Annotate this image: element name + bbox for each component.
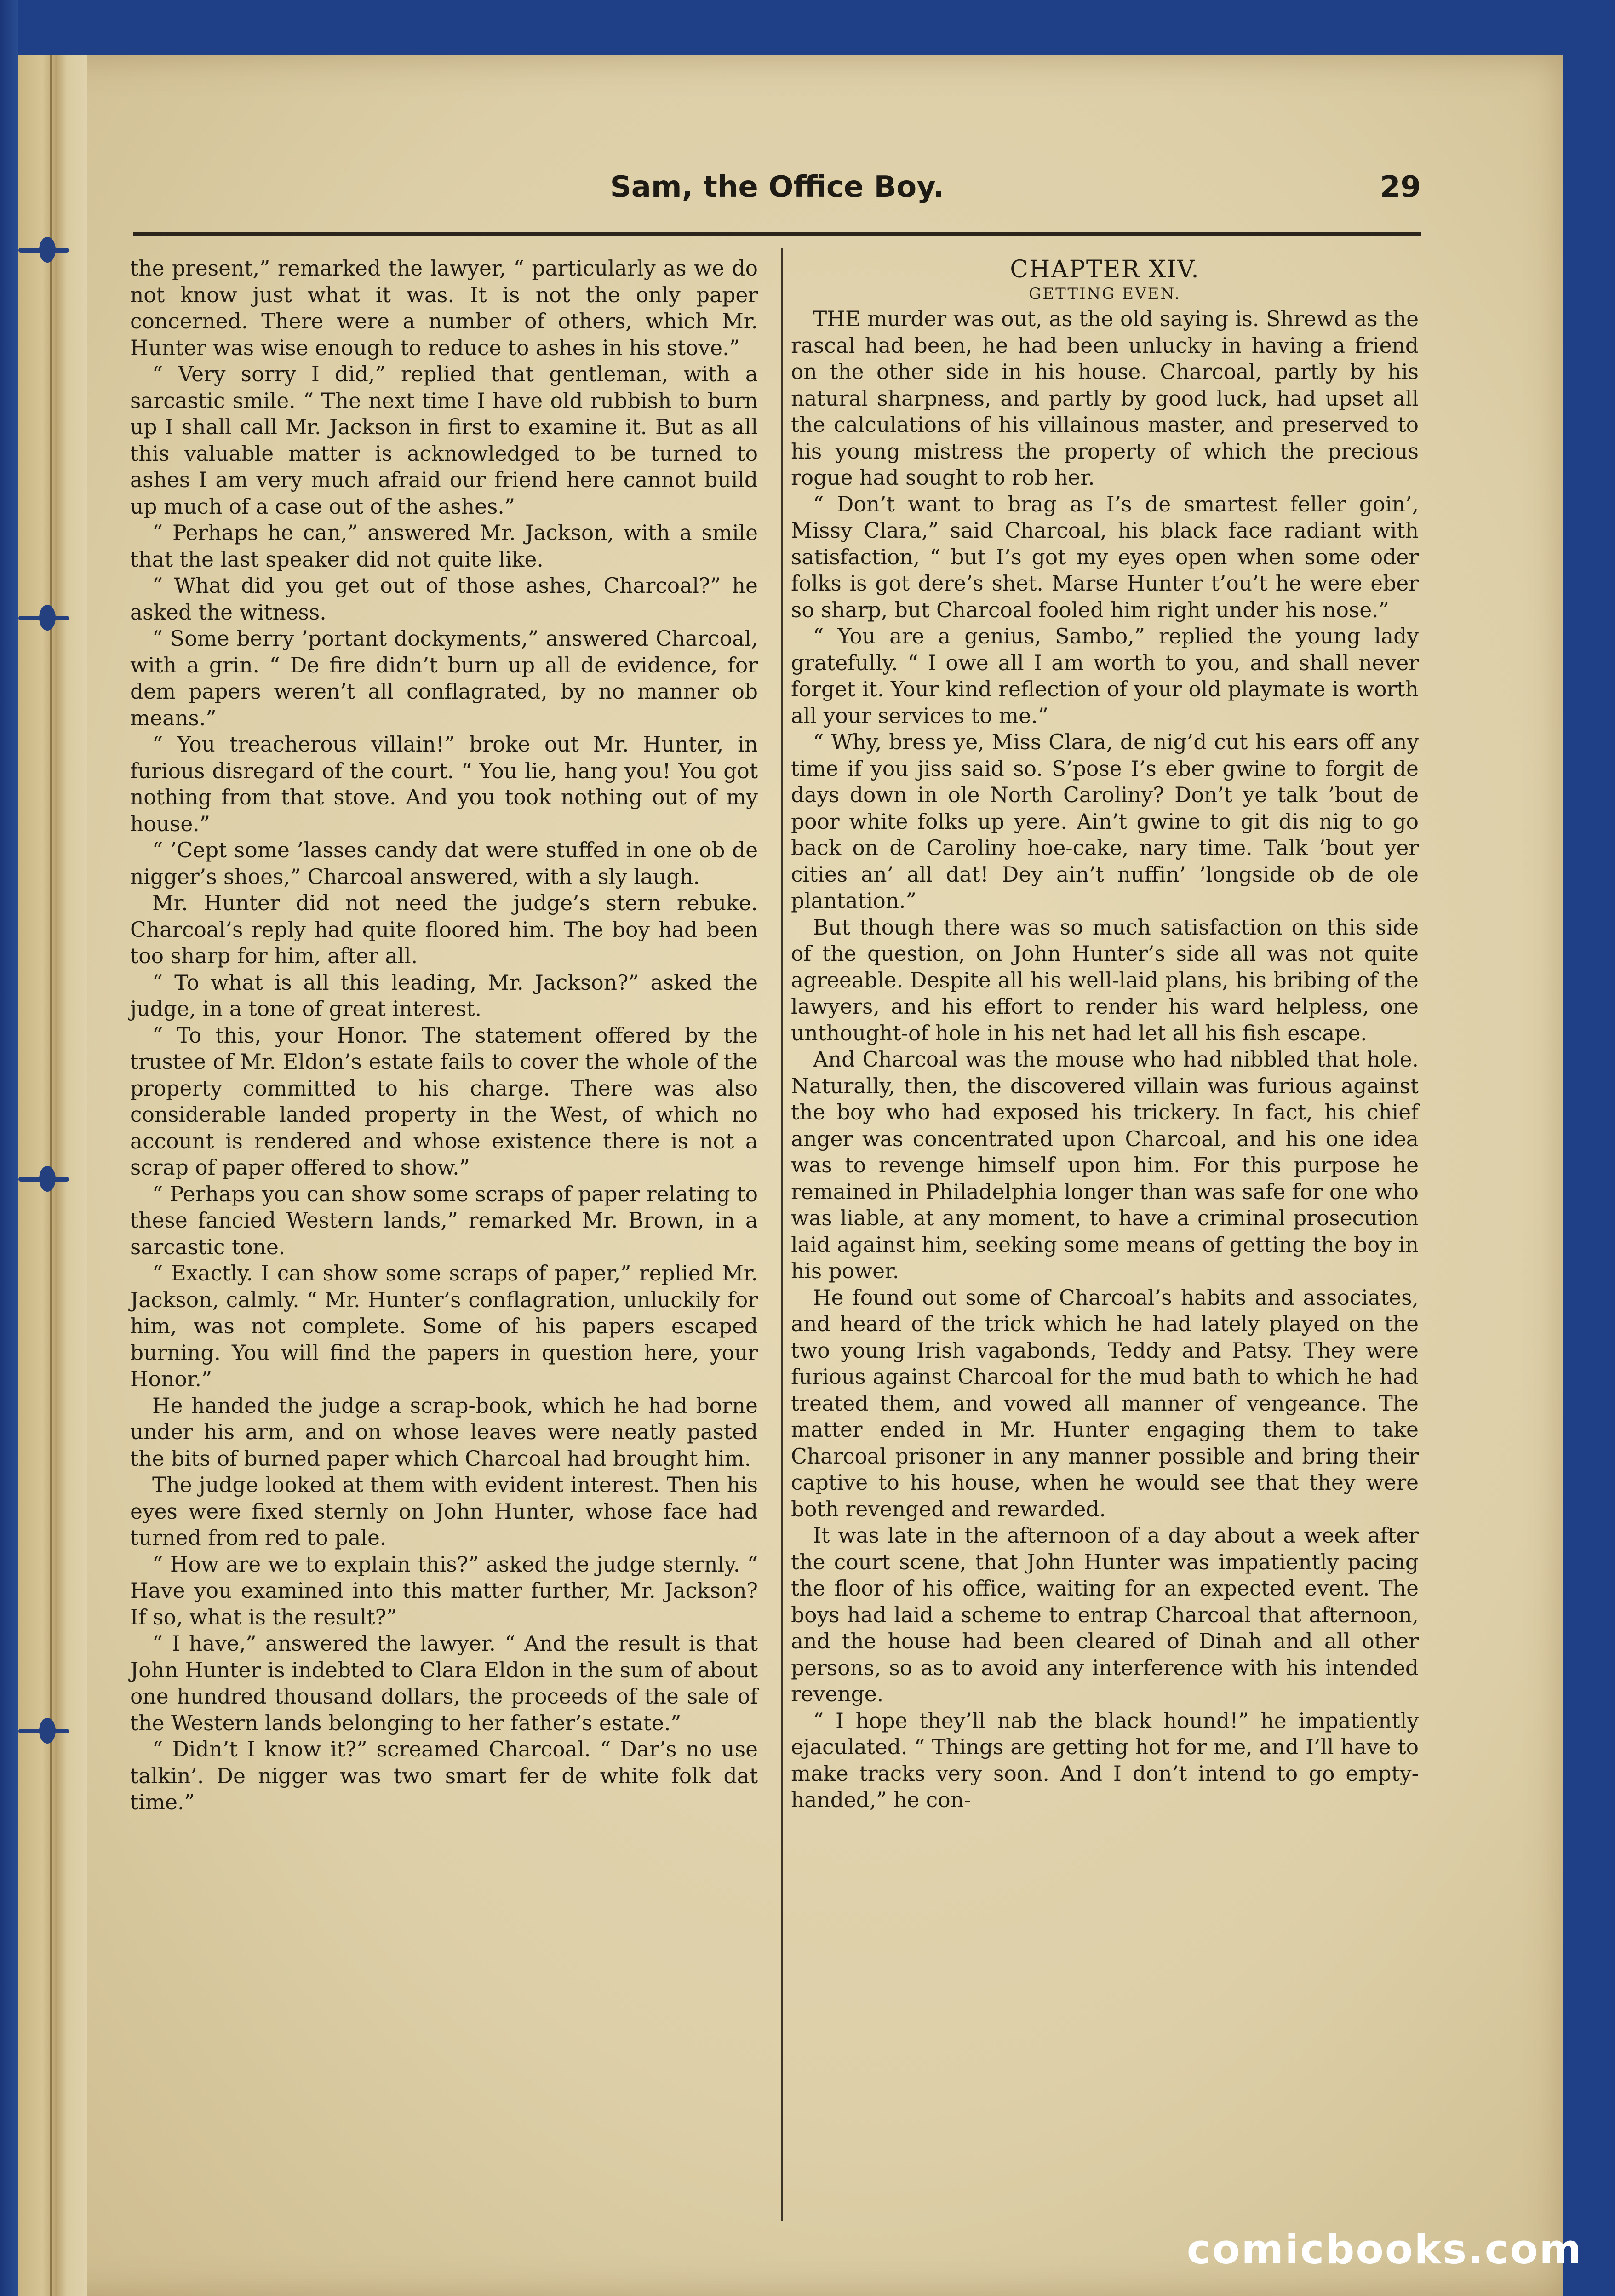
paragraph: He handed the judge a scrap-book, which he had borne under his arm, and on whose leaves were neatly pasted the bits of burned paper which Charcoal had brought him. bbox=[130, 1393, 758, 1471]
paragraph: “ Don’t want to brag as I’s de smartest feller goin’, Missy Clara,” said Charcoal, his black face radiant with satisfaction, “ but I’s got my eyes open when some oder folks is got dere’s shet. Marse Hunter t’ou’t he were eber so sharp, but Charcoal fooled him right under his nose.” bbox=[791, 492, 1419, 622]
paragraph: “ Exactly. I can show some scraps of paper,” replied Mr. Jackson, calmly. “ Mr. Hunter’s conflagration, unluckily for him, was not complete. Some of his papers escaped burning. You will find the papers in question here, your Honor.” bbox=[130, 1261, 758, 1391]
watermark-text: comicbooks.com bbox=[1186, 2226, 1583, 2273]
column-divider bbox=[781, 248, 783, 2221]
right-text-column bbox=[791, 255, 1419, 1814]
scan-background bbox=[0, 0, 18, 2296]
left-text-column bbox=[130, 255, 758, 1816]
paragraph: “ I have,” answered the lawyer. “ And the result is that John Hunter is indebted to Clara Eldon in the sum of about one hundred thousand dollars, the proceeds of the sale of the Western lands belonging to her father’s estate.” bbox=[130, 1631, 758, 1735]
binding-stitch-2 bbox=[14, 609, 69, 626]
paragraph: “ I hope they’ll nab the black hound!” he impatiently ejaculated. “ Things are getting hot for me, and I’ll have to make tracks very soon. And I don’t intend to go empty-handed,” he con- bbox=[791, 1708, 1419, 1812]
running-header bbox=[133, 170, 1421, 221]
paragraph: “ To what is all this leading, Mr. Jackson?” asked the judge, in a tone of great interest. bbox=[130, 970, 758, 1021]
paragraph: “ ’Cept some ’lasses candy dat were stuffed in one ob de nigger’s shoes,” Charcoal answered, with a sly laugh. bbox=[130, 838, 758, 889]
paragraph: “ To this, your Honor. The statement offered by the trustee of Mr. Eldon’s estate fails to cover the whole of the property committed to his charge. There was also considerable landed property in the West, of which no account is rendered and whose existence there is not a scrap of paper offered to show.” bbox=[130, 1023, 758, 1180]
paragraph: “ Perhaps you can show some scraps of paper relating to these fancied Western lands,” remarked Mr. Brown, in a sarcastic tone. bbox=[130, 1182, 758, 1259]
binding-stitch-4 bbox=[14, 1722, 69, 1739]
paragraph: “ Perhaps he can,” answered Mr. Jackson, with a smile that the last speaker did not quite like. bbox=[130, 521, 758, 572]
paragraph: The judge looked at them with evident interest. Then his eyes were fixed sternly on John Hunter, whose face had turned from red to pale. bbox=[130, 1473, 758, 1550]
header-rule bbox=[133, 232, 1421, 236]
page-number: 29 bbox=[1380, 170, 1421, 204]
paragraph: He found out some of Charcoal’s habits and associates, and heard of the trick which he had lately played on the two young Irish vagabonds, Teddy and Patsy. They were furious against Charcoal for the mud bath to which he had treated them, and vowed all manner of vengeance. The matter ended in Mr. Hunter engaging them to take Charcoal prisoner in any manner possible and bring their captive to his house, when he would see that they were both revenged and rewarded. bbox=[791, 1285, 1419, 1521]
paragraph: “ What did you get out of those ashes, Charcoal?” he asked the witness. bbox=[130, 574, 758, 625]
paragraph: “ Didn’t I know it?” screamed Charcoal. “ Dar’s no use talkin’. De nigger was two smart fer de white folk dat time.” bbox=[130, 1737, 758, 1814]
paragraph: And Charcoal was the mouse who had nibbled that hole. Naturally, then, the discovered villain was furious against the boy who had exposed his trickery. In fact, his chief anger was concentrated upon Charcoal, and his one idea was to revenge himself upon him. For this purpose he remained in Philadelphia longer than was safe for one who was liable, at any moment, to have a criminal prosecution laid against him, seeking some means of getting the boy in his power. bbox=[791, 1047, 1419, 1283]
paragraph: “ You are a genius, Sambo,” replied the young lady gratefully. “ I owe all I am worth to you, and shall never forget it. Your kind reflection of your old playmate is worth all your services to me.” bbox=[791, 624, 1419, 728]
binding-stitch-1 bbox=[14, 241, 69, 258]
chapter-subtitle: GETTING EVEN. bbox=[1029, 285, 1181, 303]
paragraph: Mr. Hunter did not need the judge’s stern rebuke. Charcoal’s reply had quite floored him. The boy had been too sharp for him, after all. bbox=[130, 891, 758, 968]
paragraph: the present,” remarked the lawyer, “ particularly as we do not know just what it was. It is not the only paper concerned. There were a number of others, which Mr. Hunter was wise enough to reduce to ashes in his stove.” bbox=[130, 256, 758, 360]
paragraph: “ You treacherous villain!” broke out Mr. Hunter, in furious disregard of the court. “ You lie, hang you! You got nothing from that stove. And you took nothing out of my house.” bbox=[130, 732, 758, 836]
paragraph: It was late in the afternoon of a day about a week after the court scene, that John Hunter was impatiently pacing the floor of his office, waiting for an expected event. The boys had laid a scheme to entrap Charcoal that afternoon, and the house had been cleared of Dinah and all other persons, so as to avoid any interference with his intended revenge. bbox=[791, 1523, 1419, 1706]
paragraph: “ How are we to explain this?” asked the judge sternly. “ Have you examined into this matter further, Mr. Jackson? If so, what is the result?” bbox=[130, 1552, 758, 1630]
paragraph: But though there was so much satisfaction on this side of the question, on John Hunter’s side all was not quite agreeable. Despite all his well-laid plans, his bribing of the lawyers, and his effort to render his ward helpless, one unthought-of hole in his net had let all his fish escape. bbox=[791, 915, 1419, 1045]
binding-stitch-3 bbox=[14, 1171, 69, 1187]
running-title: Sam, the Office Boy. bbox=[610, 170, 945, 204]
paragraph: “ Very sorry I did,” replied that gentleman, with a sarcastic smile. “ The next time I have old rubbish to burn up I shall call Mr. Jackson in first to examine it. But as all this valuable matter is acknowledged to be turned to ashes I am very much afraid our friend here cannot build up much of a case out of the ashes.” bbox=[130, 362, 758, 519]
paragraph: “ Some berry ’portant dockyments,” answered Charcoal, with a grin. “ De fire didn’t burn up all de evidence, for dem papers weren’t all conflagrated, by no manner ob means.” bbox=[130, 626, 758, 730]
paragraph: THE murder was out, as the old saying is. Shrewd as the rascal had been, he had been unlucky in having a friend on the other side in his house. Charcoal, partly by his natural sharpness, and partly by good luck, had upset all the calculations of his villainous master, and preserved to his young mistress the property of which the precious rogue had sought to rob her. bbox=[791, 307, 1419, 490]
chapter-title: CHAPTER XIV. bbox=[1010, 256, 1200, 283]
paragraph: “ Why, bress ye, Miss Clara, de nig’d cut his ears off any time if you jiss said so. S’pose I’s eber gwine to forgit de days down in ole North Caroliny? Don’t ye talk ’bout de poor white folks up yere. Ain’t gwine to git dis nig to go back on de Caroliny hoe-cake, nary time. Talk ’bout yer cities an’ all dat! Dey ain’t nuffin’ ’longside ob de ole plantation.” bbox=[791, 730, 1419, 913]
